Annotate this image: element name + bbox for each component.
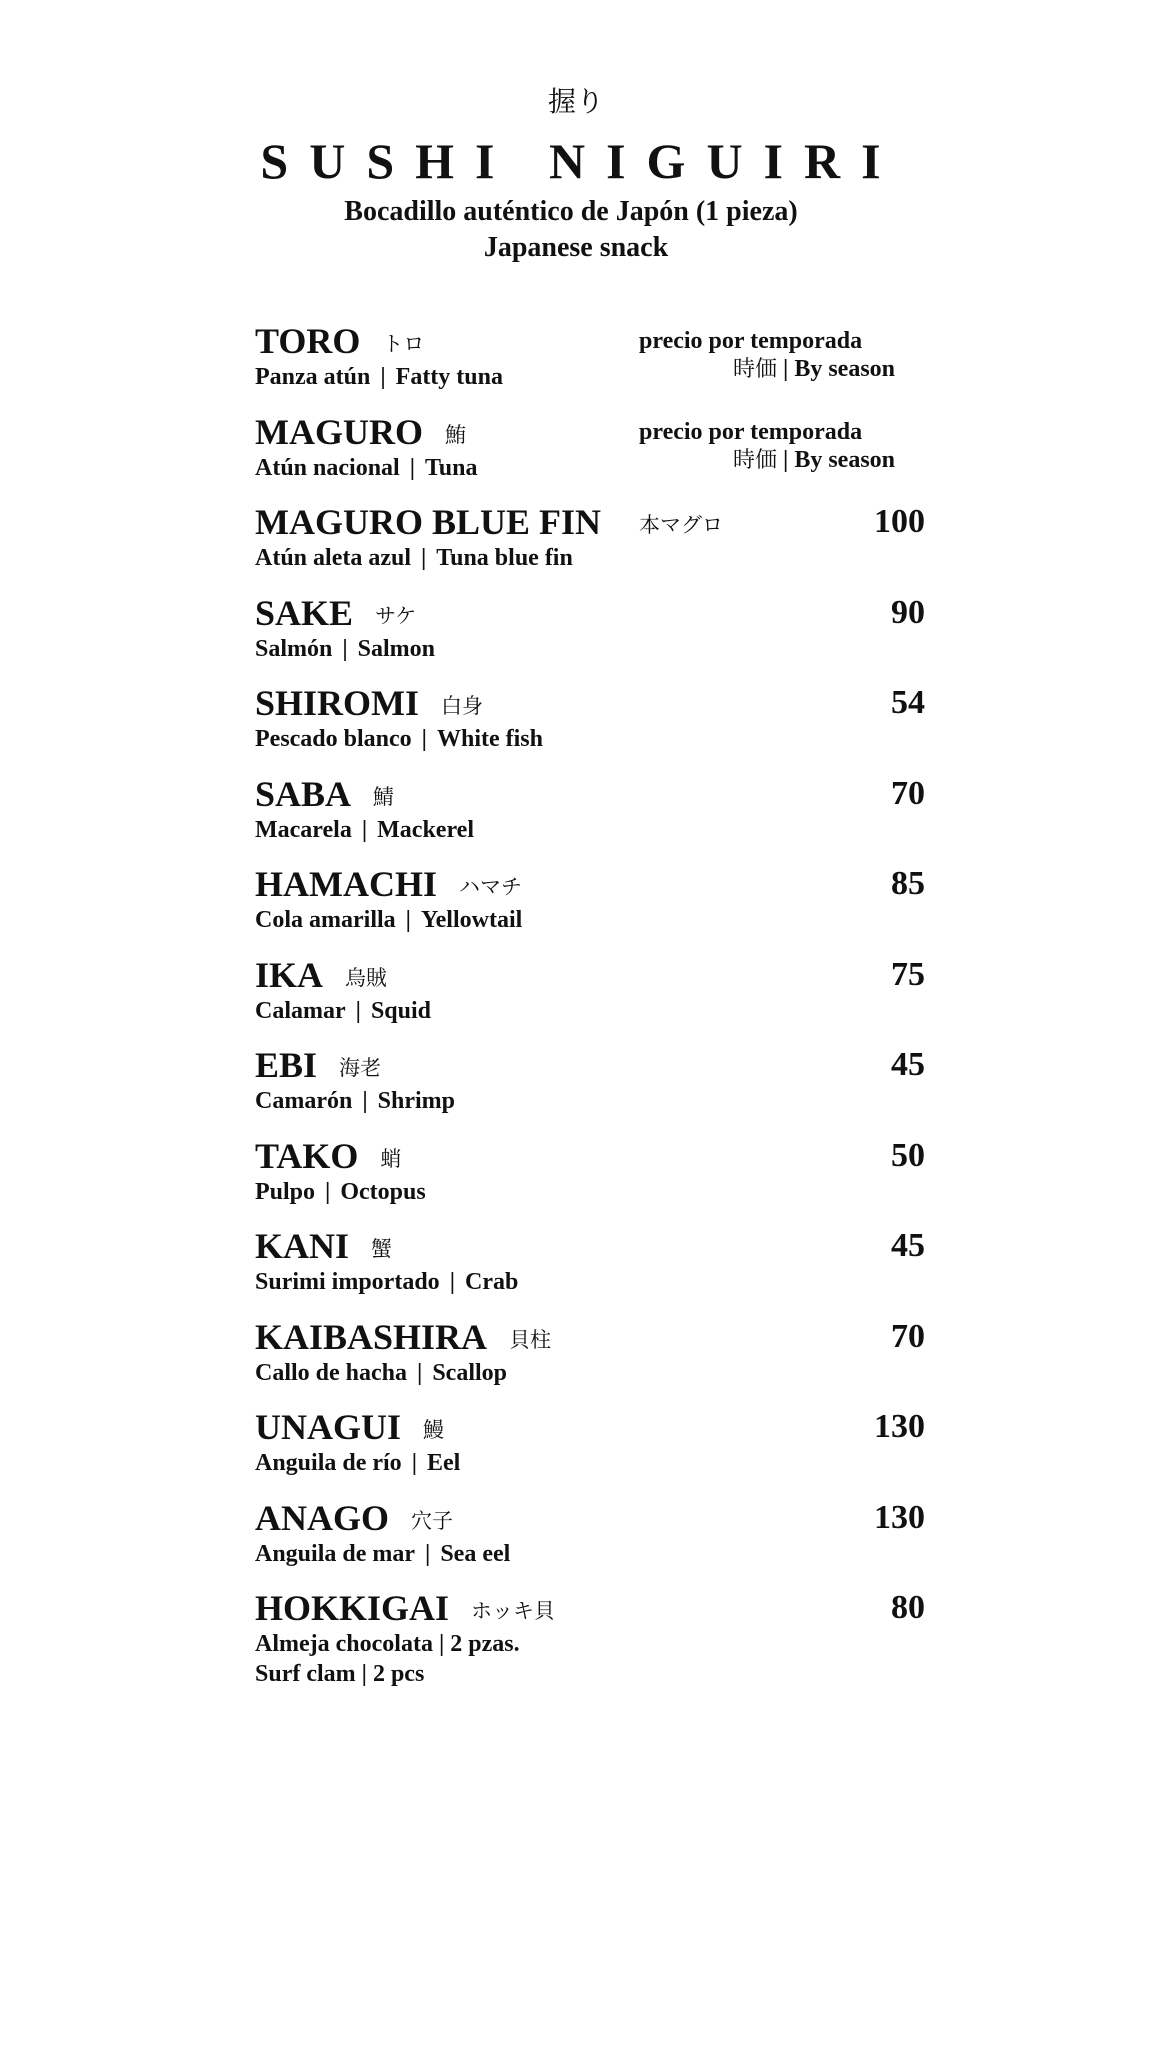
item-japanese-name: 海老 [339, 1056, 382, 1080]
item-description-en: Eel [426, 1450, 461, 1476]
header-kanji: 握り [547, 85, 604, 118]
item-description-en: Fatty tuna [395, 364, 503, 390]
menu-item-kani: KANI 蟹 Surimi importado | Crab 45 [255, 1226, 925, 1295]
item-description-es: Atún nacional [255, 454, 400, 481]
item-description-es: Anguila de río [255, 1450, 402, 1476]
item-description-en: Scallop [432, 1359, 507, 1386]
menu-list [255, 320, 925, 1687]
item-description-en: White fish [436, 726, 543, 752]
item-name: HAMACHI [255, 864, 437, 904]
item-description-en: Tuna [425, 454, 478, 481]
item-name: MAGURO [255, 411, 423, 452]
item-description-en: Shrimp [377, 1088, 455, 1114]
item-price: 85 [891, 865, 925, 902]
item-name: KANI [255, 1226, 350, 1266]
item-price: 130 [874, 1408, 925, 1445]
subtitle-english: Japanese snack [483, 232, 669, 263]
menu-item-unagui: UNAGUI 鰻 Anguila de río | Eel 130 [255, 1407, 925, 1476]
item-name: ANAGO [255, 1497, 389, 1538]
season-price-jp: 時価 [733, 447, 778, 473]
item-description-es: Atún aleta azul [255, 545, 411, 571]
item-description-es: Cola amarilla [255, 907, 396, 933]
item-price: 45 [891, 1046, 925, 1083]
subtitle-spanish: Bocadillo auténtico de Japón (1 pieza) [344, 196, 798, 227]
item-name: HOKKIGAI [255, 1588, 450, 1628]
item-japanese-name: 穴子 [411, 1508, 453, 1533]
menu-item-tako: TAKO 蛸 Pulpo | Octopus 50 [255, 1135, 925, 1205]
item-japanese-name: 烏賊 [345, 965, 388, 990]
season-price-en: By season [794, 446, 895, 473]
item-price: 100 [874, 503, 925, 540]
item-price: 75 [891, 955, 925, 993]
menu-item-maguro-blue-fin: MAGURO BLUE FIN 本マグロ Atún aleta azul | Tuna blue fin 100 [255, 502, 925, 571]
item-name: SHIROMI [255, 683, 420, 723]
item-description-en: Sea eel [440, 1540, 511, 1567]
item-name: EBI [255, 1045, 318, 1085]
item-price: 70 [891, 774, 925, 812]
menu-item-anago: ANAGO 穴子 Anguila de mar | Sea eel 130 [255, 1497, 925, 1567]
menu-item-hamachi: HAMACHI ハマチ Cola amarilla | Yellowtail 85 [255, 864, 925, 933]
item-japanese-name: 白身 [441, 694, 484, 718]
item-description-es: Almeja chocolata | 2 pzas. [255, 1631, 520, 1657]
item-japanese-name: ホッキ貝 [471, 1599, 556, 1623]
item-japanese-name: 蛸 [380, 1146, 402, 1171]
item-description-en: Surf clam | 2 pcs [255, 1661, 425, 1687]
item-description-es: Calamar [255, 997, 346, 1024]
item-japanese-name: 本マグロ [639, 513, 723, 537]
menu-item-ika: IKA 烏賊 Calamar | Squid 75 [255, 954, 925, 1024]
season-price-es: precio por temporada [639, 418, 863, 445]
item-description-en: Mackerel [377, 816, 474, 843]
menu-item-toro: TORO トロ Panza atún | Fatty tuna precio por temporada 時価 | By season [255, 321, 895, 390]
menu-item-sake: SAKE サケ Salmón | Salmon 90 [255, 592, 925, 662]
menu-item-ebi: EBI 海老 Camarón | Shrimp 45 [255, 1045, 925, 1114]
item-description-es: Camarón [255, 1088, 353, 1114]
item-description-en: Octopus [340, 1178, 426, 1205]
season-price-jp: 時価 [733, 357, 778, 382]
item-name: SABA [255, 773, 352, 814]
item-description-en: Crab [464, 1269, 519, 1295]
item-japanese-name: 貝柱 [509, 1327, 552, 1352]
item-description-en: Salmon [357, 635, 436, 662]
menu-item-kaibashira: KAIBASHIRA 貝柱 Callo de hacha | Scallop 70 [255, 1316, 925, 1386]
item-description-es: Pulpo [255, 1178, 316, 1205]
menu-item-saba: SABA 鯖 Macarela | Mackerel 70 [255, 773, 925, 843]
item-japanese-name: 鯖 [373, 784, 395, 809]
season-price: precio por temporada 時価 | By season [639, 328, 895, 382]
item-japanese-name: 蟹 [371, 1237, 393, 1261]
page-title: SUSHI NIGUIRI [260, 133, 902, 189]
menu-item-maguro: MAGURO 鮪 Atún nacional | Tuna precio por temporada 時価 | By season [255, 411, 895, 481]
item-japanese-name: ハマチ [459, 875, 522, 899]
item-japanese-name: 鮪 [444, 422, 466, 447]
item-description-es: Surimi importado [255, 1269, 440, 1295]
item-name: UNAGUI [255, 1407, 402, 1447]
item-price: 54 [891, 684, 925, 721]
season-price-en: By season [794, 356, 895, 382]
item-description-en: Squid [370, 997, 432, 1024]
season-price-es: precio por temporada [639, 328, 863, 354]
item-name: SAKE [255, 592, 354, 633]
item-japanese-name: サケ [375, 603, 417, 628]
item-price: 80 [891, 1589, 925, 1626]
item-price: 70 [891, 1317, 925, 1355]
menu-item-hokkigai [255, 1587, 925, 1687]
item-price: 90 [891, 593, 925, 631]
item-japanese-name: トロ [382, 332, 425, 356]
item-name: MAGURO BLUE FIN [255, 502, 602, 542]
item-description-en: Tuna blue fin [436, 545, 573, 571]
item-price: 50 [891, 1136, 925, 1174]
item-description-es: Macarela [255, 816, 352, 843]
season-price: precio por temporada 時価 | By season [639, 418, 895, 473]
item-description-es: Callo de hacha [255, 1359, 408, 1386]
item-name: IKA [255, 954, 324, 995]
menu-item-shiromi: SHIROMI 白身 Pescado blanco | White fish 54 [255, 683, 925, 752]
item-description-es: Pescado blanco [255, 726, 412, 752]
item-price: 130 [874, 1498, 925, 1536]
item-name: TORO [255, 321, 361, 361]
item-price: 45 [891, 1227, 925, 1264]
item-description-es: Salmón [255, 635, 333, 662]
item-japanese-name: 鰻 [423, 1418, 445, 1442]
item-description-es: Panza atún [255, 364, 371, 390]
item-name: TAKO [255, 1135, 359, 1176]
item-name: KAIBASHIRA [255, 1316, 488, 1357]
item-description-es: Anguila de mar [255, 1540, 416, 1567]
item-description-en: Yellowtail [420, 907, 523, 933]
